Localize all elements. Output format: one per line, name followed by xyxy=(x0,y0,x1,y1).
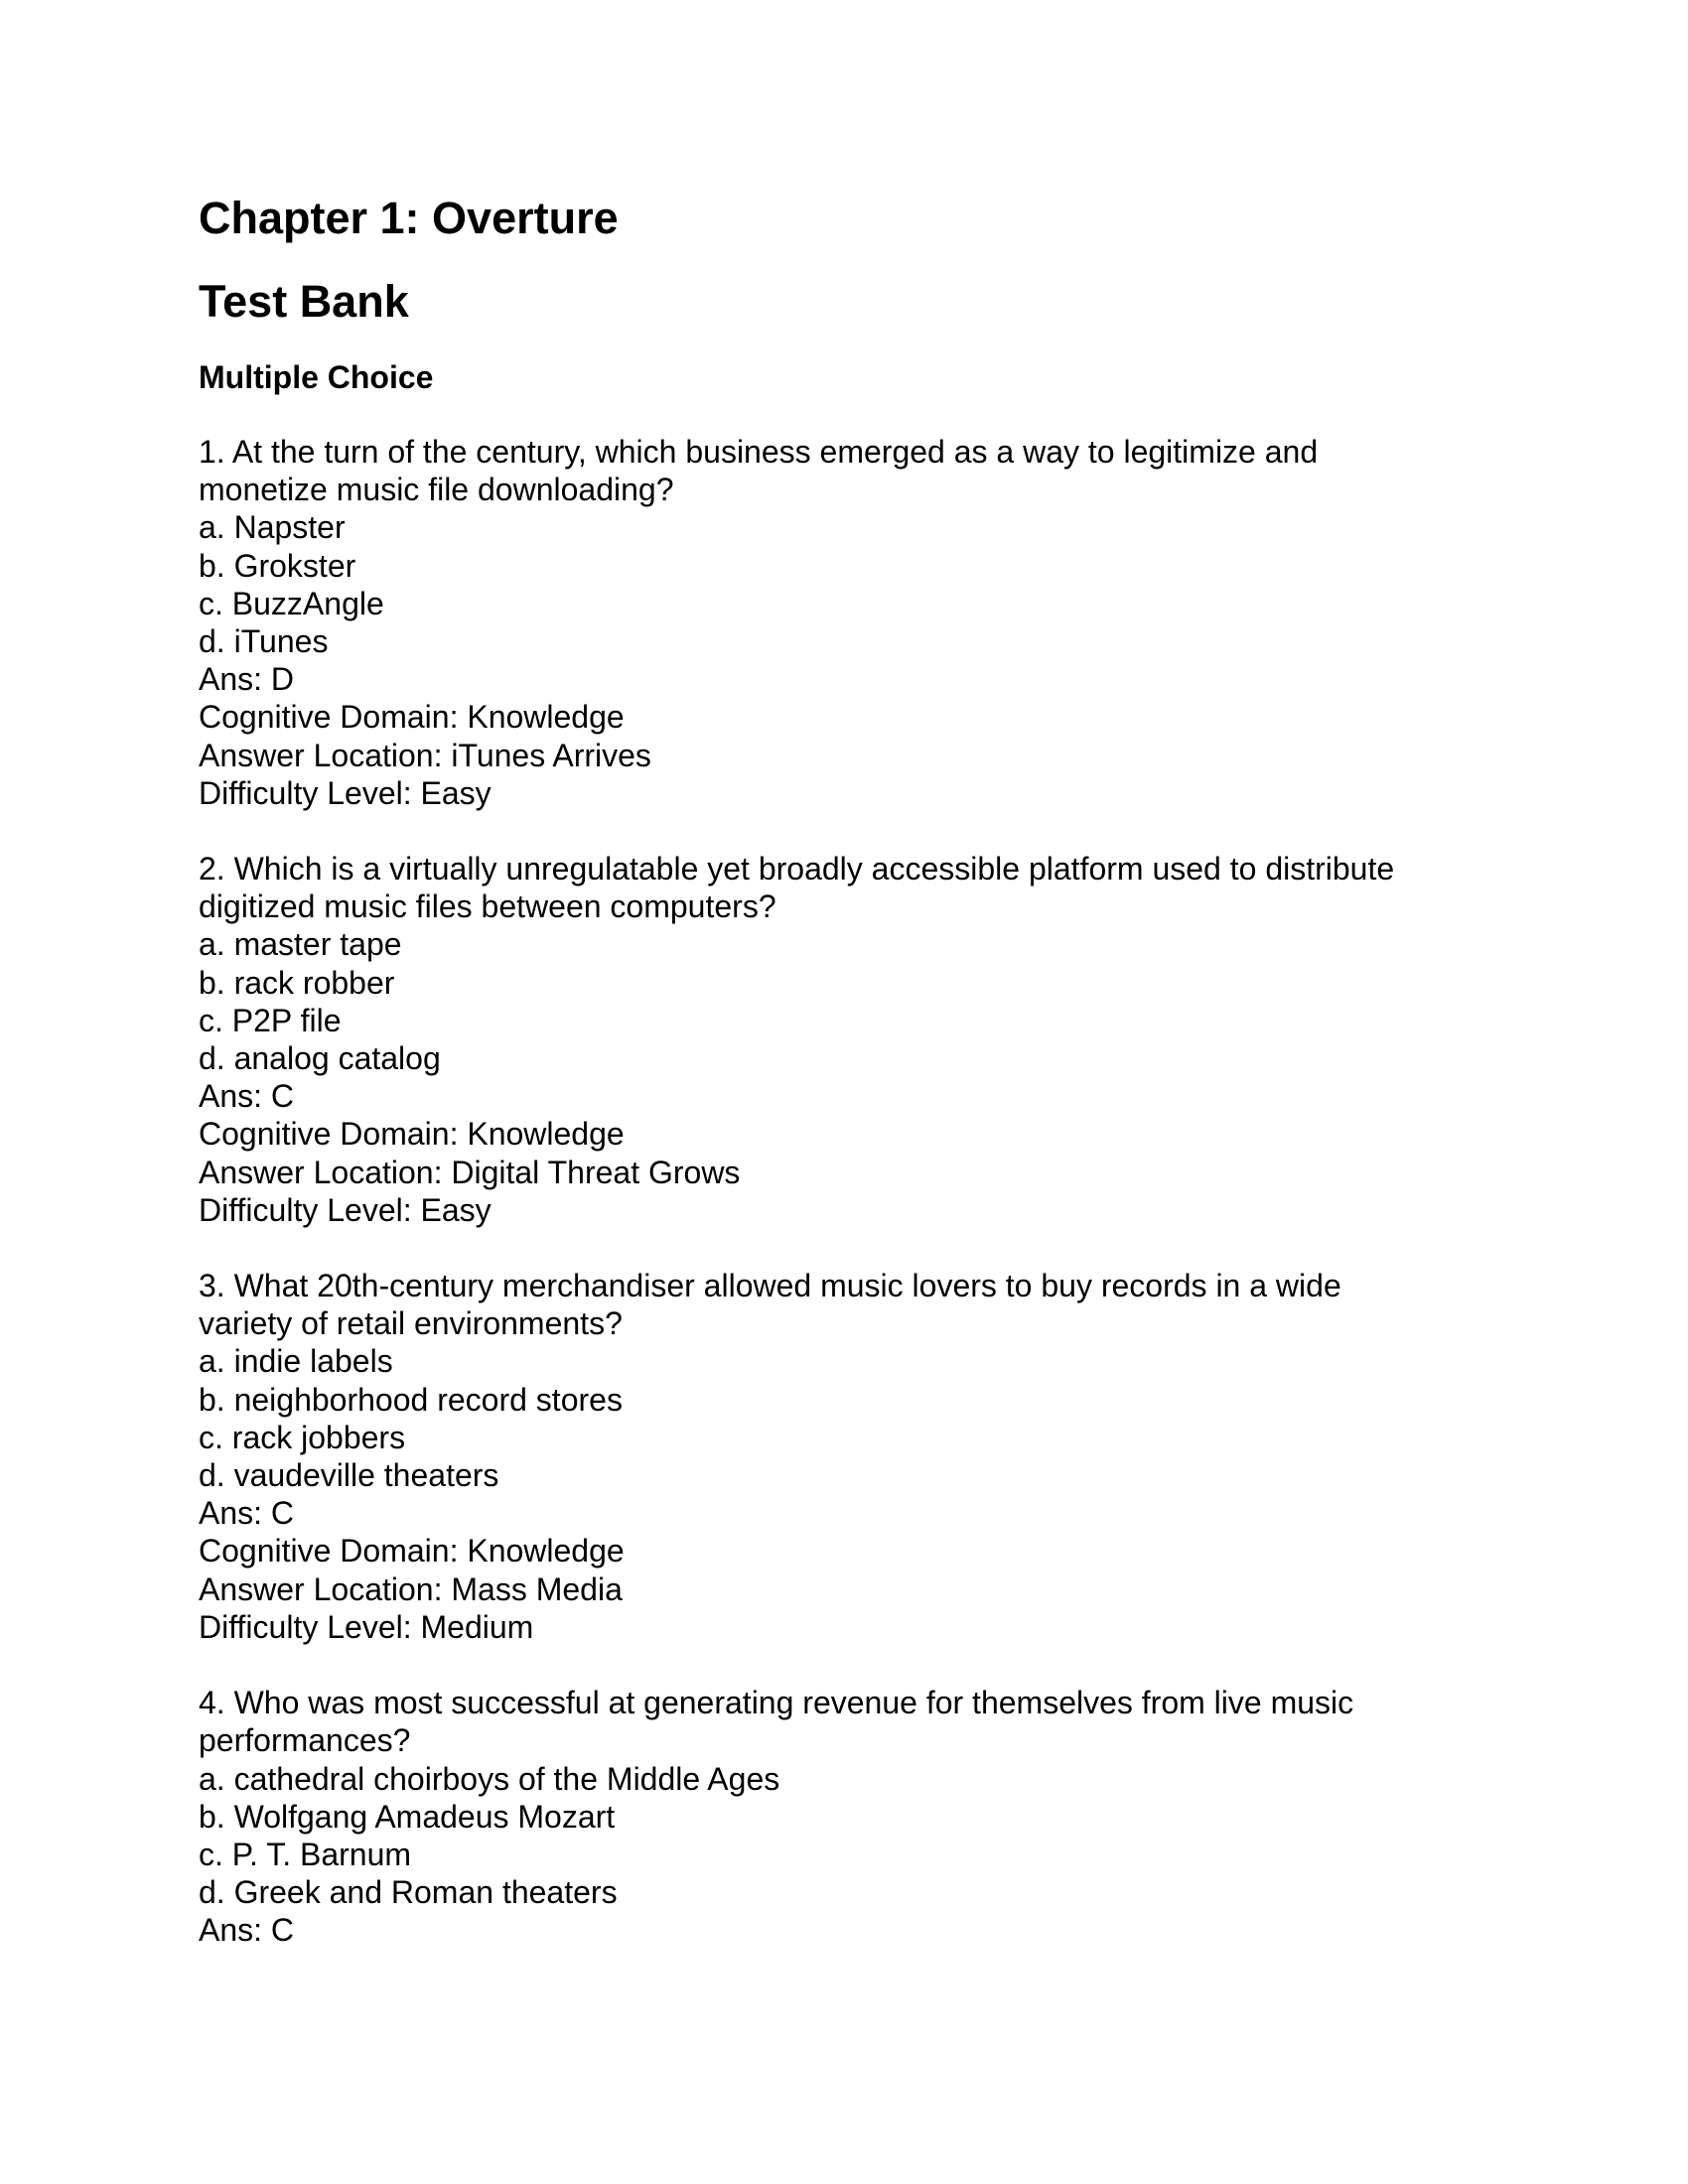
question-stem-line: digitized music files between computers? xyxy=(199,888,776,925)
answer-key: Ans: C xyxy=(199,1078,295,1115)
question-list xyxy=(199,433,1489,1950)
answer-option-a: a. cathedral choirboys of the Middle Ages xyxy=(199,1760,780,1797)
chapter-title: Chapter 1: Overture xyxy=(199,193,619,243)
question-2 xyxy=(199,850,1489,1229)
question-stem-line: monetize music file downloading? xyxy=(199,472,674,508)
answer-option-d: d. analog catalog xyxy=(199,1040,441,1077)
question-stem-line: 3. What 20th-century merchandiser allowed music lovers to buy records in a wide xyxy=(199,1268,1341,1304)
question-stem-line: 2. Which is a virtually unregulatable yet broadly accessible platform used to distribute xyxy=(199,851,1395,887)
answer-option-b: b. Grokster xyxy=(199,547,356,584)
answer-option-b: b. neighborhood record stores xyxy=(199,1381,623,1418)
question-3 xyxy=(199,1267,1489,1646)
test-bank-title: Test Bank xyxy=(199,276,409,327)
answer-option-d: d. Greek and Roman theaters xyxy=(199,1874,618,1911)
difficulty-level: Difficulty Level: Easy xyxy=(199,774,492,811)
answer-option-c: c. P. T. Barnum xyxy=(199,1836,412,1872)
answer-location: Answer Location: Mass Media xyxy=(199,1570,623,1607)
section-heading: Multiple Choice xyxy=(199,359,434,395)
answer-option-c: c. P2P file xyxy=(199,1002,342,1038)
question-1 xyxy=(199,433,1489,812)
document-page xyxy=(199,191,1489,1950)
question-stem-line: variety of retail environments? xyxy=(199,1305,623,1342)
answer-location: Answer Location: iTunes Arrives xyxy=(199,737,651,773)
difficulty-level: Difficulty Level: Medium xyxy=(199,1608,534,1645)
answer-location: Answer Location: Digital Threat Grows xyxy=(199,1154,741,1190)
answer-option-a: a. master tape xyxy=(199,926,402,963)
answer-key: Ans: D xyxy=(199,661,295,698)
answer-option-a: a. indie labels xyxy=(199,1343,393,1380)
answer-option-d: d. vaudeville theaters xyxy=(199,1457,499,1494)
question-4 xyxy=(199,1684,1489,1949)
cognitive-domain: Cognitive Domain: Knowledge xyxy=(199,1533,625,1570)
answer-option-d: d. iTunes xyxy=(199,623,329,660)
question-stem-line: 1. At the turn of the century, which business emerged as a way to legitimize and xyxy=(199,434,1319,470)
cognitive-domain: Cognitive Domain: Knowledge xyxy=(199,699,625,736)
answer-key: Ans: C xyxy=(199,1912,295,1949)
answer-option-b: b. rack robber xyxy=(199,964,395,1001)
difficulty-level: Difficulty Level: Easy xyxy=(199,1191,492,1228)
answer-option-c: c. rack jobbers xyxy=(199,1419,406,1455)
answer-option-c: c. BuzzAngle xyxy=(199,585,384,621)
cognitive-domain: Cognitive Domain: Knowledge xyxy=(199,1116,625,1153)
answer-option-a: a. Napster xyxy=(199,509,346,546)
question-stem-line: 4. Who was most successful at generating revenue for themselves from live music xyxy=(199,1685,1354,1721)
question-stem-line: performances? xyxy=(199,1722,411,1759)
answer-option-b: b. Wolfgang Amadeus Mozart xyxy=(199,1798,616,1835)
answer-key: Ans: C xyxy=(199,1495,295,1532)
